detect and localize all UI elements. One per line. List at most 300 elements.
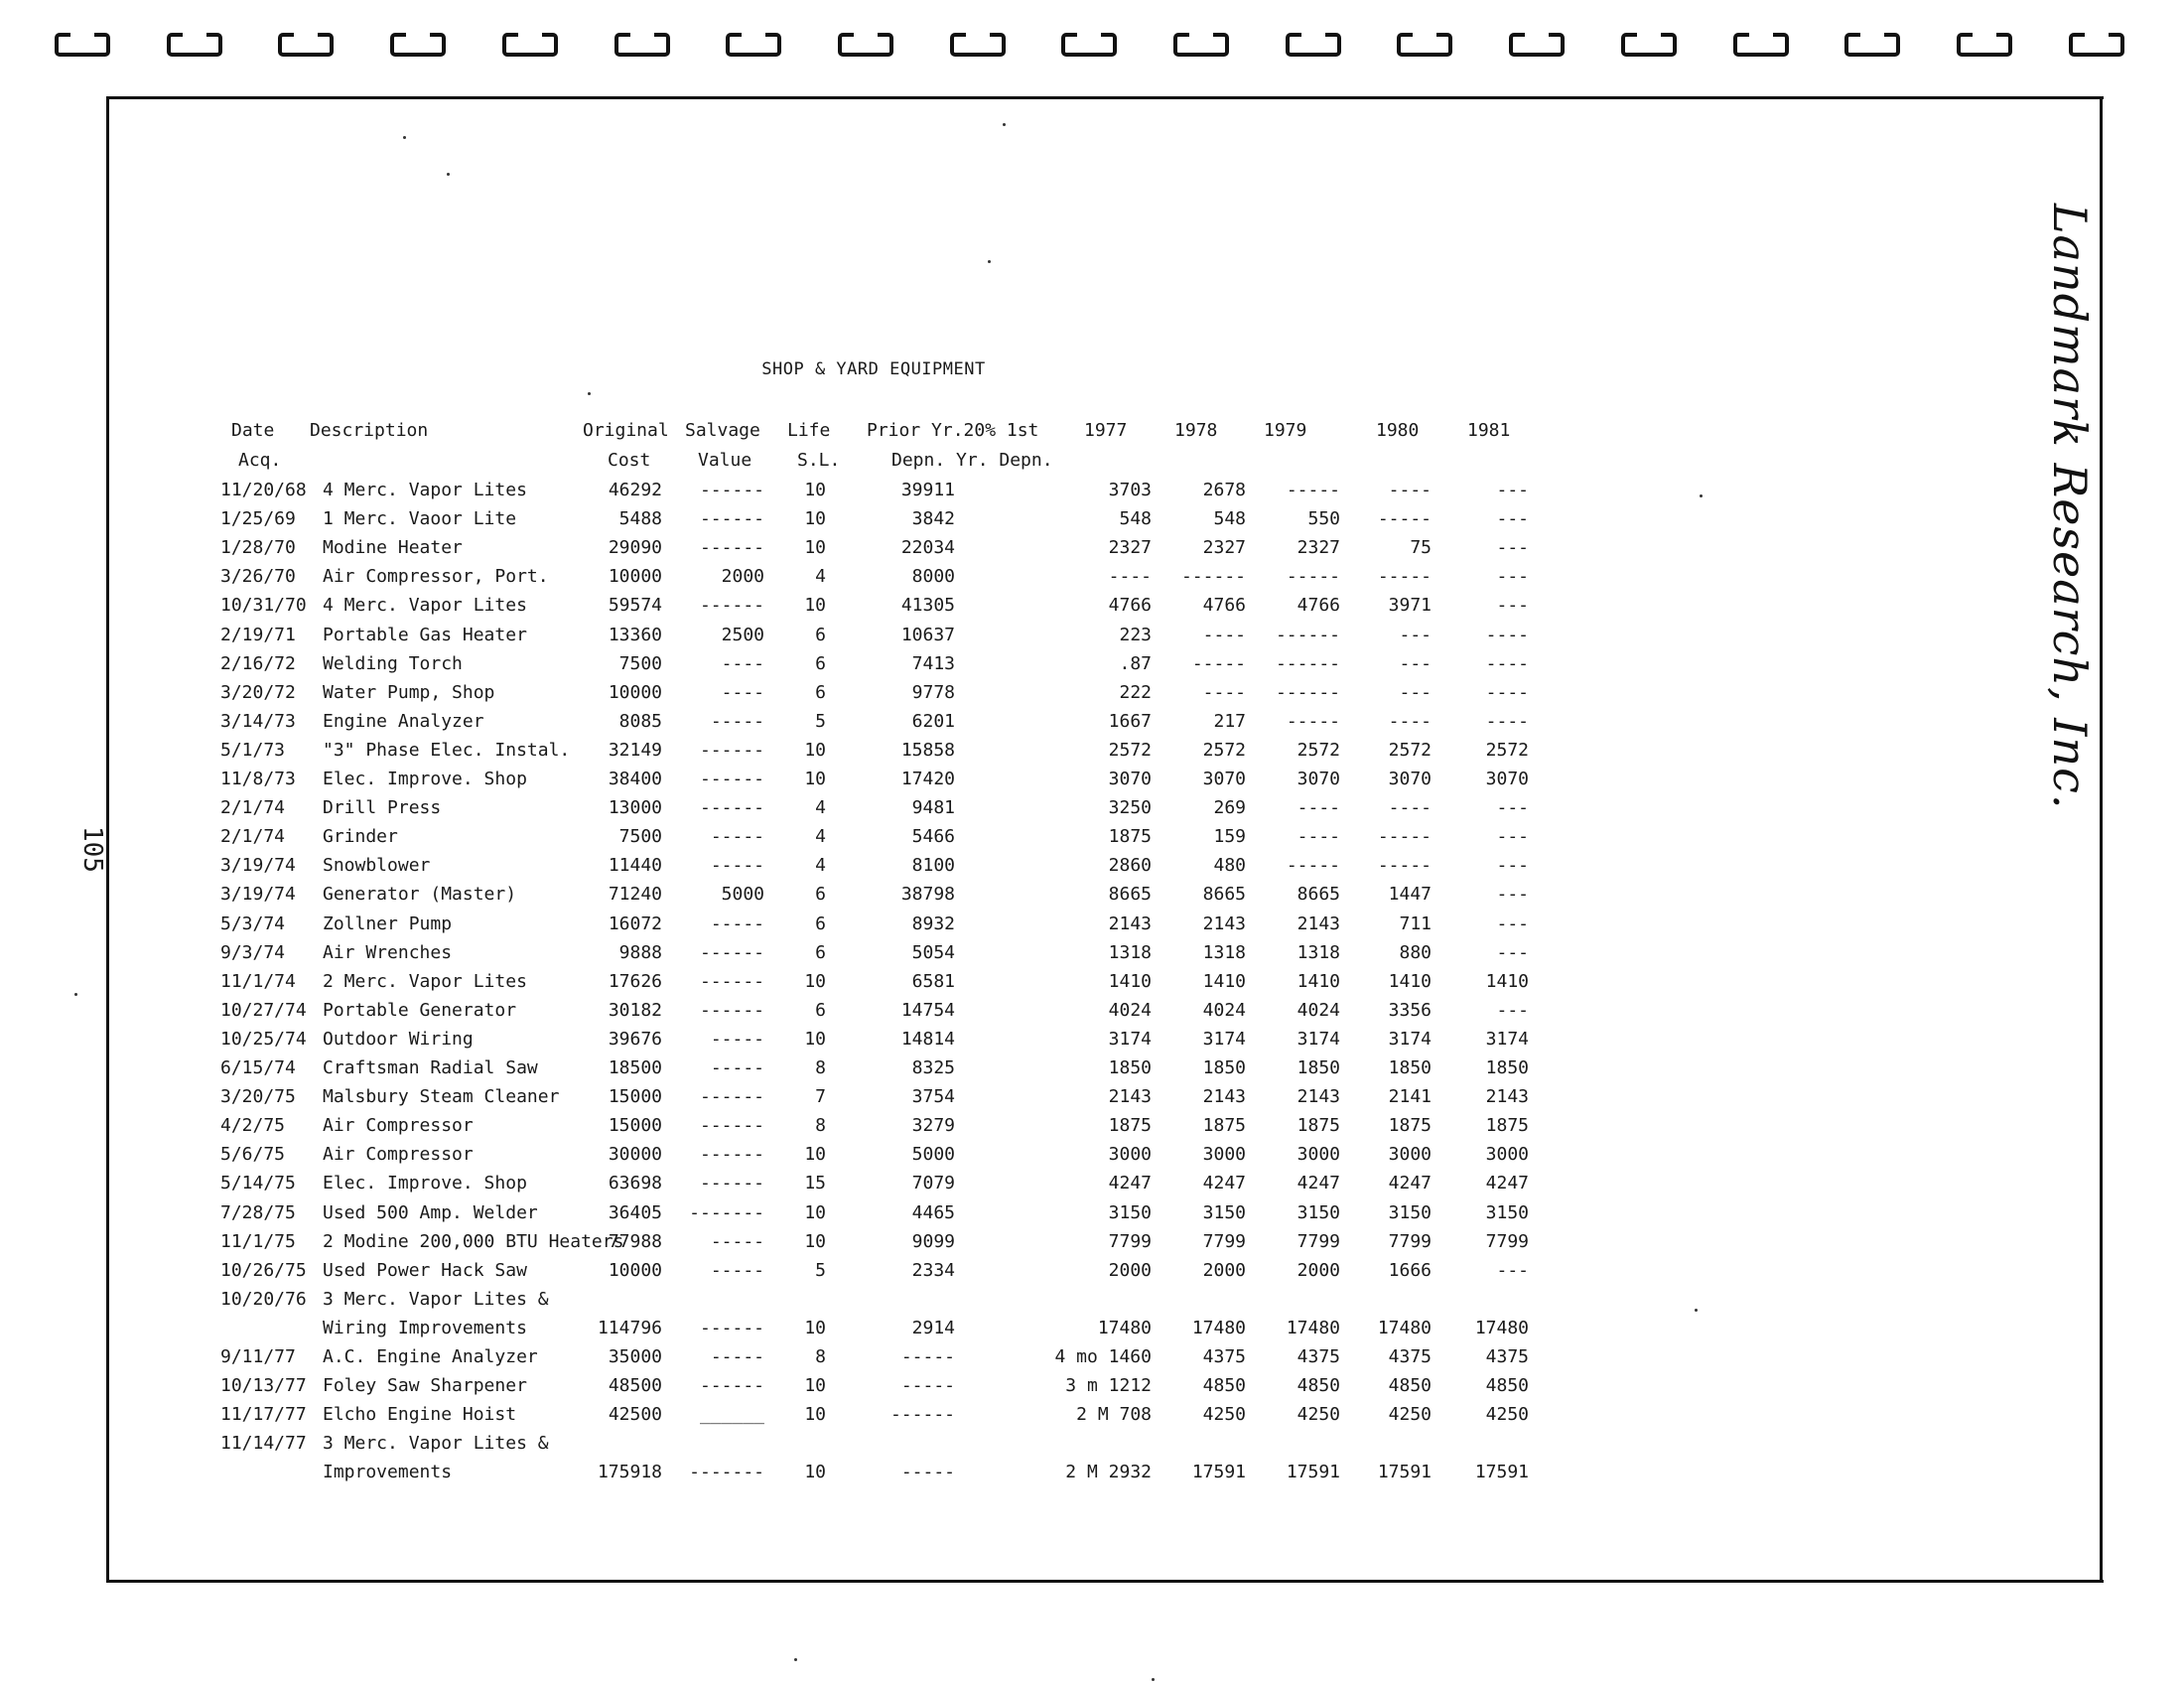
cell-y1979: 1318: [1297, 942, 1340, 963]
cell-y1977: 3703: [1108, 480, 1152, 500]
cell-y1980: 711: [1399, 913, 1432, 934]
cell-date: 2/16/72: [220, 653, 296, 674]
cell-y1978: -----: [1191, 653, 1246, 674]
cell-y1979: 17480: [1286, 1318, 1340, 1338]
cell-date: 1/25/69: [220, 508, 296, 529]
cell-original-cost: 15000: [608, 1115, 662, 1136]
cell-original-cost: 17626: [608, 971, 662, 992]
binder-hole: [1844, 33, 1900, 57]
cell-prior-depn: 5466: [911, 826, 955, 847]
cell-y1978: 4250: [1202, 1404, 1246, 1425]
cell-y1978: 4766: [1202, 595, 1246, 616]
cell-prior-depn: 8000: [911, 566, 955, 587]
cell-y1978: 2572: [1202, 740, 1246, 761]
cell-date: 3/19/74: [220, 884, 296, 905]
cell-salvage-value: -----: [710, 1029, 764, 1050]
cell-y1978: 4375: [1202, 1346, 1246, 1367]
cell-description: Air Wrenches: [323, 942, 453, 963]
column-header-sub: Depn. Yr. Depn.: [891, 450, 1053, 471]
cell-y1980: 3000: [1388, 1144, 1432, 1165]
cell-date: 3/20/75: [220, 1086, 296, 1107]
cell-description: 3 Merc. Vapor Lites &: [323, 1433, 549, 1454]
cell-original-cost: 48500: [608, 1375, 662, 1396]
cell-life: 8: [815, 1057, 826, 1078]
cell-prior-depn: 4465: [911, 1202, 955, 1223]
scan-speck: [794, 1658, 797, 1661]
cell-y1980: 1410: [1388, 971, 1432, 992]
cell-y1978: 1850: [1202, 1057, 1246, 1078]
cell-life: 6: [815, 625, 826, 645]
cell-y1980: ---: [1399, 653, 1432, 674]
cell-date: 10/13/77: [220, 1375, 307, 1396]
cell-original-cost: 32149: [608, 740, 662, 761]
cell-prior-depn: 9481: [911, 797, 955, 818]
cell-y1978: 17480: [1191, 1318, 1246, 1338]
cell-original-cost: 29090: [608, 537, 662, 558]
cell-y1977: 2860: [1108, 855, 1152, 876]
cell-y1981: ---: [1496, 508, 1529, 529]
cell-description: Wiring Improvements: [323, 1318, 527, 1338]
binder-hole: [390, 33, 446, 57]
cell-life: 4: [815, 566, 826, 587]
cell-y1978: 8665: [1202, 884, 1246, 905]
cell-y1977: 2572: [1108, 740, 1152, 761]
cell-y1977: 4024: [1108, 1000, 1152, 1021]
page-number: 105: [77, 826, 107, 873]
cell-y1979: -----: [1286, 711, 1340, 732]
cell-prior-depn: 5054: [911, 942, 955, 963]
cell-life: 10: [804, 480, 826, 500]
cell-y1979: 7799: [1297, 1231, 1340, 1252]
cell-prior-depn: 6581: [911, 971, 955, 992]
cell-y1979: 4250: [1297, 1404, 1340, 1425]
cell-salvage-value: -----: [710, 711, 764, 732]
cell-life: 10: [804, 508, 826, 529]
cell-date: 5/1/73: [220, 740, 286, 761]
cell-y1978: 1318: [1202, 942, 1246, 963]
cell-y1981: ----: [1485, 682, 1529, 703]
cell-prior-depn: 14754: [900, 1000, 955, 1021]
cell-y1977: 3070: [1108, 769, 1152, 789]
binder-hole: [502, 33, 558, 57]
cell-y1980: 3150: [1388, 1202, 1432, 1223]
cell-y1977: 2 M 708: [1076, 1404, 1152, 1425]
cell-description: Air Compressor, Port.: [323, 566, 549, 587]
binder-hole: [1957, 33, 2012, 57]
cell-y1979: 4024: [1297, 1000, 1340, 1021]
cell-original-cost: 10000: [608, 682, 662, 703]
cell-salvage-value: ------: [699, 508, 764, 529]
cell-y1979: 8665: [1297, 884, 1340, 905]
binder-hole: [278, 33, 334, 57]
cell-y1981: 2572: [1485, 740, 1529, 761]
cell-y1979: -----: [1286, 480, 1340, 500]
cell-life: 10: [804, 1231, 826, 1252]
cell-description: Modine Heater: [323, 537, 463, 558]
cell-y1981: 7799: [1485, 1231, 1529, 1252]
cell-y1979: 3070: [1297, 769, 1340, 789]
cell-salvage-value: ------: [699, 1144, 764, 1165]
cell-y1977: 223: [1119, 625, 1152, 645]
cell-original-cost: 5488: [618, 508, 662, 529]
cell-y1981: 4850: [1485, 1375, 1529, 1396]
cell-y1977: 3174: [1108, 1029, 1152, 1050]
cell-y1977: 1667: [1108, 711, 1152, 732]
cell-life: 5: [815, 1260, 826, 1281]
cell-salvage-value: ------: [699, 942, 764, 963]
cell-y1981: ---: [1496, 1000, 1529, 1021]
cell-y1980: 3971: [1388, 595, 1432, 616]
cell-life: 8: [815, 1115, 826, 1136]
cell-y1977: 2000: [1108, 1260, 1152, 1281]
column-header: Salvage: [685, 420, 760, 441]
cell-prior-depn: 2334: [911, 1260, 955, 1281]
cell-y1979: ----: [1297, 826, 1340, 847]
cell-date: 1/28/70: [220, 537, 296, 558]
cell-life: 5: [815, 711, 826, 732]
cell-salvage-value: -----: [710, 1057, 764, 1078]
cell-prior-depn: 7413: [911, 653, 955, 674]
cell-salvage-value: -------: [689, 1202, 764, 1223]
cell-original-cost: 16072: [608, 913, 662, 934]
cell-y1978: 2000: [1202, 1260, 1246, 1281]
cell-prior-depn: 5000: [911, 1144, 955, 1165]
cell-original-cost: 39676: [608, 1029, 662, 1050]
cell-y1980: 17480: [1377, 1318, 1432, 1338]
cell-y1980: -----: [1377, 826, 1432, 847]
cell-y1981: 3150: [1485, 1202, 1529, 1223]
column-header-sub: Cost: [608, 450, 651, 471]
cell-life: 10: [804, 1144, 826, 1165]
cell-y1977: 8665: [1108, 884, 1152, 905]
cell-salvage-value: ------: [699, 769, 764, 789]
cell-original-cost: 10000: [608, 566, 662, 587]
cell-life: 10: [804, 971, 826, 992]
cell-life: 10: [804, 1029, 826, 1050]
binder-hole: [1733, 33, 1789, 57]
cell-life: 10: [804, 1202, 826, 1223]
cell-original-cost: 38400: [608, 769, 662, 789]
cell-y1977: .87: [1119, 653, 1152, 674]
cell-original-cost: 8085: [618, 711, 662, 732]
cell-y1980: -----: [1377, 508, 1432, 529]
binder-holes: [55, 33, 2139, 63]
cell-description: 2 Modine 200,000 BTU Heaters: [323, 1231, 624, 1252]
cell-date: 7/28/75: [220, 1202, 296, 1223]
cell-original-cost: 175918: [597, 1462, 662, 1482]
cell-life: 6: [815, 682, 826, 703]
cell-y1980: ---: [1399, 682, 1432, 703]
cell-y1977: 4 mo 1460: [1054, 1346, 1152, 1367]
cell-life: 10: [804, 740, 826, 761]
cell-prior-depn: 15858: [900, 740, 955, 761]
cell-description: Drill Press: [323, 797, 442, 818]
cell-description: Engine Analyzer: [323, 711, 484, 732]
cell-prior-depn: 3842: [911, 508, 955, 529]
cell-life: 4: [815, 797, 826, 818]
cell-prior-depn: 3754: [911, 1086, 955, 1107]
scan-speck: [1152, 1678, 1155, 1681]
cell-y1979: 3174: [1297, 1029, 1340, 1050]
cell-description: Elec. Improve. Shop: [323, 769, 527, 789]
cell-salvage-value: -------: [689, 1462, 764, 1482]
cell-y1979: 2143: [1297, 1086, 1340, 1107]
cell-date: 2/1/74: [220, 826, 286, 847]
cell-y1977: 3 m 1212: [1065, 1375, 1152, 1396]
cell-life: 6: [815, 942, 826, 963]
cell-y1978: 2143: [1202, 1086, 1246, 1107]
cell-prior-depn: 7079: [911, 1173, 955, 1193]
cell-y1980: 4375: [1388, 1346, 1432, 1367]
cell-life: 15: [804, 1173, 826, 1193]
cell-y1981: 1875: [1485, 1115, 1529, 1136]
cell-life: 6: [815, 913, 826, 934]
cell-salvage-value: 2000: [721, 566, 764, 587]
cell-y1980: ---: [1399, 625, 1432, 645]
column-header: 1977: [1084, 420, 1128, 441]
cell-original-cost: 30182: [608, 1000, 662, 1021]
cell-original-cost: 13000: [608, 797, 662, 818]
cell-description: 1 Merc. Vaoor Lite: [323, 508, 517, 529]
cell-salvage-value: ------: [699, 1000, 764, 1021]
cell-description: Portable Gas Heater: [323, 625, 527, 645]
cell-date: 3/14/73: [220, 711, 296, 732]
cell-y1979: 4850: [1297, 1375, 1340, 1396]
cell-original-cost: 30000: [608, 1144, 662, 1165]
document-title: SHOP & YARD EQUIPMENT: [761, 359, 986, 379]
cell-original-cost: 114796: [597, 1318, 662, 1338]
cell-salvage-value: ------: [699, 537, 764, 558]
cell-y1981: ---: [1496, 942, 1529, 963]
cell-y1978: 480: [1213, 855, 1246, 876]
cell-salvage-value: -----: [710, 913, 764, 934]
cell-y1977: 1850: [1108, 1057, 1152, 1078]
cell-y1978: 2327: [1202, 537, 1246, 558]
cell-salvage-value: ______: [699, 1404, 764, 1425]
cell-life: 10: [804, 595, 826, 616]
cell-y1979: 2572: [1297, 740, 1340, 761]
cell-y1977: 7799: [1108, 1231, 1152, 1252]
cell-y1978: 3000: [1202, 1144, 1246, 1165]
cell-y1981: 17591: [1474, 1462, 1529, 1482]
cell-original-cost: 46292: [608, 480, 662, 500]
cell-date: 9/3/74: [220, 942, 286, 963]
binder-hole: [1061, 33, 1117, 57]
cell-date: 2/19/71: [220, 625, 296, 645]
cell-date: 10/20/76: [220, 1289, 307, 1310]
cell-prior-depn: -----: [900, 1375, 955, 1396]
cell-y1978: 159: [1213, 826, 1246, 847]
binder-hole: [1173, 33, 1229, 57]
cell-y1981: ----: [1485, 653, 1529, 674]
scan-speck: [1695, 1309, 1698, 1312]
cell-date: 10/26/75: [220, 1260, 307, 1281]
cell-original-cost: 42500: [608, 1404, 662, 1425]
cell-prior-depn: 3279: [911, 1115, 955, 1136]
cell-y1978: ------: [1180, 566, 1246, 587]
cell-date: 11/1/75: [220, 1231, 296, 1252]
cell-y1981: ---: [1496, 480, 1529, 500]
cell-y1981: ---: [1496, 855, 1529, 876]
cell-y1978: 7799: [1202, 1231, 1246, 1252]
cell-y1980: 2141: [1388, 1086, 1432, 1107]
cell-salvage-value: ------: [699, 740, 764, 761]
cell-y1981: ---: [1496, 884, 1529, 905]
cell-y1978: 3070: [1202, 769, 1246, 789]
cell-y1977: ----: [1108, 566, 1152, 587]
cell-description: Portable Generator: [323, 1000, 517, 1021]
column-header: 1981: [1467, 420, 1511, 441]
scan-speck: [403, 136, 406, 139]
cell-prior-depn: 6201: [911, 711, 955, 732]
cell-life: 7: [815, 1086, 826, 1107]
column-header: 1978: [1174, 420, 1218, 441]
cell-y1980: 4850: [1388, 1375, 1432, 1396]
cell-date: 5/6/75: [220, 1144, 286, 1165]
cell-salvage-value: ------: [699, 480, 764, 500]
column-header-sub: S.L.: [797, 450, 841, 471]
cell-y1980: -----: [1377, 566, 1432, 587]
cell-prior-depn: 9778: [911, 682, 955, 703]
cell-original-cost: 63698: [608, 1173, 662, 1193]
cell-y1979: 1410: [1297, 971, 1340, 992]
binder-hole: [2069, 33, 2124, 57]
cell-description: Air Compressor: [323, 1144, 474, 1165]
cell-date: 11/8/73: [220, 769, 296, 789]
cell-original-cost: 13360: [608, 625, 662, 645]
cell-description: A.C. Engine Analyzer: [323, 1346, 538, 1367]
binder-hole: [838, 33, 893, 57]
cell-y1981: 4375: [1485, 1346, 1529, 1367]
cell-y1981: ---: [1496, 913, 1529, 934]
cell-y1981: 3070: [1485, 769, 1529, 789]
cell-life: 10: [804, 1318, 826, 1338]
cell-date: 2/1/74: [220, 797, 286, 818]
cell-prior-depn: 8325: [911, 1057, 955, 1078]
cell-date: 11/20/68: [220, 480, 307, 500]
cell-y1977: 3250: [1108, 797, 1152, 818]
binder-hole: [1509, 33, 1565, 57]
cell-y1978: 269: [1213, 797, 1246, 818]
cell-description: 3 Merc. Vapor Lites &: [323, 1289, 549, 1310]
cell-salvage-value: -----: [710, 1231, 764, 1252]
cell-life: 10: [804, 769, 826, 789]
cell-life: 4: [815, 855, 826, 876]
cell-y1978: 4850: [1202, 1375, 1246, 1396]
cell-y1979: 2327: [1297, 537, 1340, 558]
cell-salvage-value: 5000: [721, 884, 764, 905]
cell-description: Welding Torch: [323, 653, 463, 674]
scan-speck: [588, 392, 591, 395]
cell-date: 3/20/72: [220, 682, 296, 703]
column-header: 1979: [1264, 420, 1307, 441]
cell-prior-depn: 38798: [900, 884, 955, 905]
cell-y1978: ----: [1202, 682, 1246, 703]
cell-y1980: 1666: [1388, 1260, 1432, 1281]
cell-y1981: ---: [1496, 537, 1529, 558]
binder-hole: [950, 33, 1006, 57]
cell-life: 10: [804, 1462, 826, 1482]
cell-prior-depn: -----: [900, 1346, 955, 1367]
cell-prior-depn: 8100: [911, 855, 955, 876]
cell-y1977: 1410: [1108, 971, 1152, 992]
scan-speck: [74, 993, 77, 996]
cell-date: 9/11/77: [220, 1346, 296, 1367]
cell-y1977: 2143: [1108, 913, 1152, 934]
cell-life: 10: [804, 1404, 826, 1425]
cell-y1981: ---: [1496, 595, 1529, 616]
column-header: Prior Yr.20% 1st: [867, 420, 1039, 441]
cell-original-cost: 7500: [618, 826, 662, 847]
cell-description: Improvements: [323, 1462, 453, 1482]
cell-y1977: 3150: [1108, 1202, 1152, 1223]
cell-y1979: 550: [1307, 508, 1340, 529]
cell-salvage-value: ------: [699, 595, 764, 616]
cell-date: 5/3/74: [220, 913, 286, 934]
cell-prior-depn: 17420: [900, 769, 955, 789]
cell-y1980: 3070: [1388, 769, 1432, 789]
cell-salvage-value: ----: [721, 653, 764, 674]
cell-description: Generator (Master): [323, 884, 517, 905]
cell-y1979: 1850: [1297, 1057, 1340, 1078]
cell-life: 10: [804, 537, 826, 558]
cell-description: 2 Merc. Vapor Lites: [323, 971, 527, 992]
cell-date: 10/31/70: [220, 595, 307, 616]
cell-y1981: 17480: [1474, 1318, 1529, 1338]
cell-y1980: 4250: [1388, 1404, 1432, 1425]
cell-prior-depn: 39911: [900, 480, 955, 500]
cell-y1981: 4250: [1485, 1404, 1529, 1425]
cell-prior-depn: 22034: [900, 537, 955, 558]
cell-y1981: ---: [1496, 1260, 1529, 1281]
cell-original-cost: 7500: [618, 653, 662, 674]
cell-salvage-value: ------: [699, 1086, 764, 1107]
cell-life: 10: [804, 1375, 826, 1396]
cell-y1977: 3000: [1108, 1144, 1152, 1165]
cell-description: Grinder: [323, 826, 398, 847]
cell-description: Water Pump, Shop: [323, 682, 495, 703]
binder-hole: [1286, 33, 1341, 57]
cell-description: Zollner Pump: [323, 913, 453, 934]
cell-y1980: 2572: [1388, 740, 1432, 761]
cell-date: 11/1/74: [220, 971, 296, 992]
cell-y1980: 1875: [1388, 1115, 1432, 1136]
cell-y1978: 1410: [1202, 971, 1246, 992]
binder-hole: [55, 33, 110, 57]
cell-y1979: ------: [1275, 653, 1340, 674]
cell-y1977: 17480: [1097, 1318, 1152, 1338]
cell-description: Elec. Improve. Shop: [323, 1173, 527, 1193]
column-header-sub: Value: [698, 450, 752, 471]
cell-y1980: ----: [1388, 797, 1432, 818]
cell-y1978: 3150: [1202, 1202, 1246, 1223]
cell-description: Foley Saw Sharpener: [323, 1375, 527, 1396]
cell-y1981: 3000: [1485, 1144, 1529, 1165]
cell-salvage-value: 2500: [721, 625, 764, 645]
column-header: Original: [583, 420, 669, 441]
cell-y1980: ----: [1388, 711, 1432, 732]
cell-y1980: 3174: [1388, 1029, 1432, 1050]
cell-y1978: 2143: [1202, 913, 1246, 934]
cell-y1977: 2143: [1108, 1086, 1152, 1107]
cell-y1979: 1875: [1297, 1115, 1340, 1136]
cell-y1980: ----: [1388, 480, 1432, 500]
cell-description: Air Compressor: [323, 1115, 474, 1136]
column-header: 1980: [1376, 420, 1420, 441]
scan-speck: [988, 260, 991, 263]
cell-y1978: 217: [1213, 711, 1246, 732]
cell-y1978: 548: [1213, 508, 1246, 529]
